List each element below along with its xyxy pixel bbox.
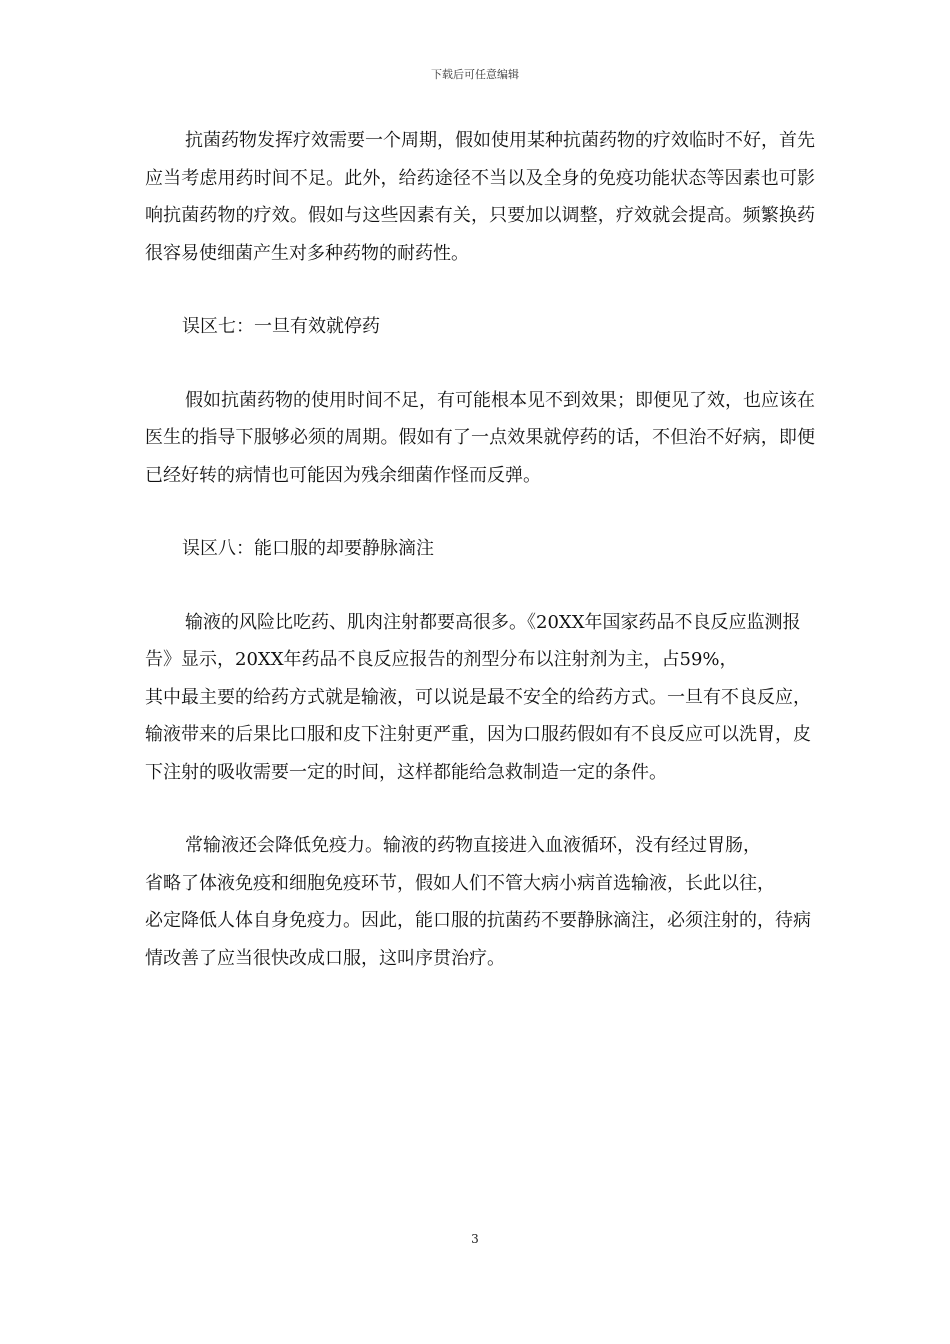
document-body — [145, 122, 815, 977]
paragraph-gap — [145, 346, 815, 382]
paragraph-antibiotic-cycle: 抗菌药物发挥疗效需要一个周期，假如使用某种抗菌药物的疗效临时不好，首先应当考虑用药时间不足。此外，给药途径不当以及全身的免疫功能状态等因素也可影响抗菌药物的疗效。假如与这些因素有关，只要加以调整，疗效就会提高。频繁换药很容易使细菌产生对多种药物的耐药性。 — [145, 130, 815, 264]
paragraph-gap — [145, 791, 815, 827]
paragraph-gap — [145, 494, 815, 530]
paragraph-stop-early: 假如抗菌药物的使用时间不足，有可能根本见不到效果；即便见了效，也应该在医生的指导下服够必须的周期。假如有了一点效果就停药的话，不但治不好病，即便已经好转的病情也可能因为残余细菌作怪而反弹。 — [145, 389, 815, 486]
page-number: 3 — [471, 1232, 479, 1246]
paragraph-gap — [145, 568, 815, 604]
paragraph-gap — [145, 272, 815, 308]
paragraph-infusion-risk: 输液的风险比吃药、肌肉注射都要高很多。《20XX年国家药品不良反应监测报告》显示，20XX年药品不良反应报告的剂型分布以注射剂为主，占59%， 其中最主要的给药方式就是输液，可以说是最不安全的给药方式。一旦有不良反应，输液带来的后果比口服和皮下注射更严重，因为口服药假如有不良反应可以洗胃，皮下注射的吸收需要一定的时间，这样都能给急救制造一定的条件。 — [145, 611, 811, 783]
section-heading-myth-eight: 误区八：能口服的却要静脉滴注 — [182, 538, 434, 559]
paragraph-immunity: 常输液还会降低免疫力。输液的药物直接进入血液循环，没有经过胃肠， 省略了体液免疫和细胞免疫环节，假如人们不管大病小病首选输液，长此以往， 必定降低人体自身免疫力。因此，能口服的抗菌药不要静脉滴注，必须注射的，待病情改善了应当很快改成口服，这叫序贯治疗。 — [145, 835, 811, 969]
section-heading-myth-seven: 误区七：一旦有效就停药 — [182, 316, 380, 337]
page-header-note: 下载后可任意编辑 — [431, 68, 519, 81]
